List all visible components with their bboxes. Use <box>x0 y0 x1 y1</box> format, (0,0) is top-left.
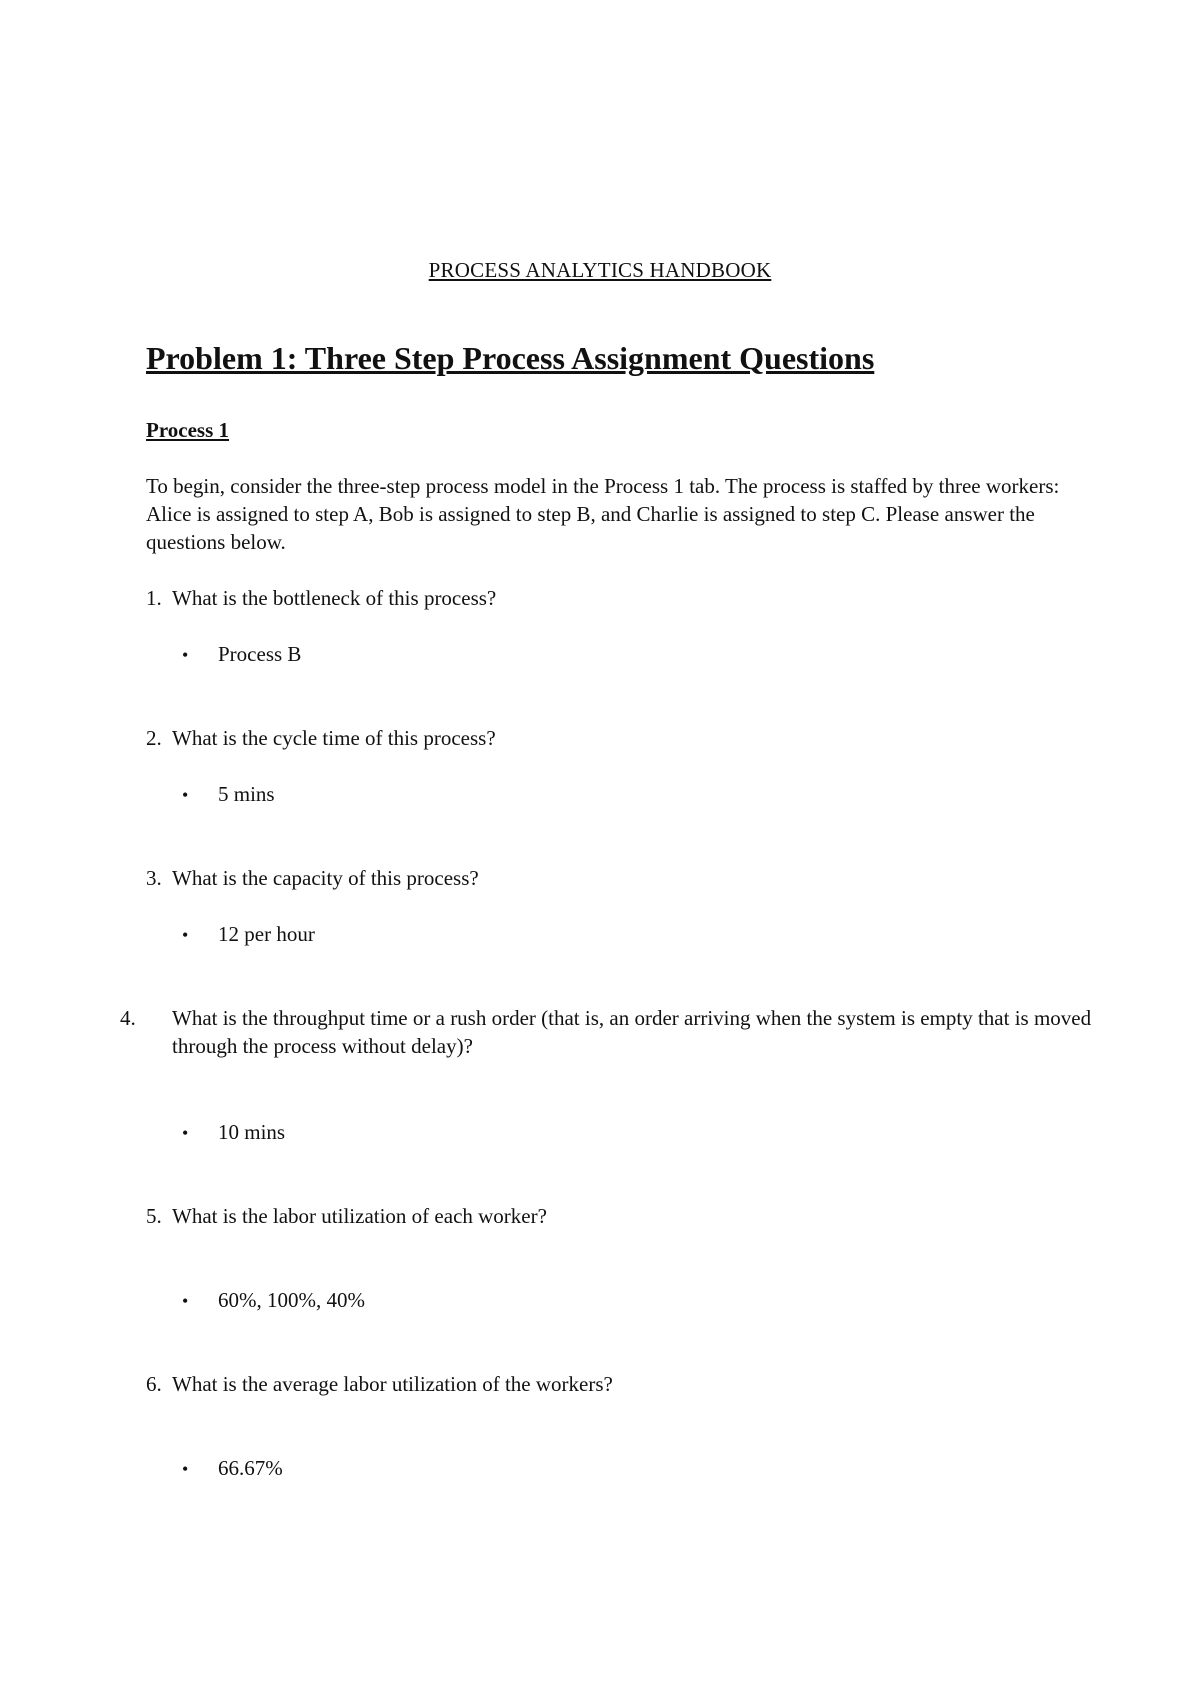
bullet-icon: • <box>182 785 189 805</box>
question-text: What is the average labor utilization of the workers? <box>172 1372 613 1396</box>
answer-1 <box>182 640 301 669</box>
answer-text: 10 mins <box>218 1120 286 1144</box>
question-5 <box>146 1202 1066 1230</box>
question-3 <box>146 864 1066 892</box>
bullet-icon: • <box>182 1459 189 1479</box>
question-2 <box>146 724 1066 752</box>
bullet-icon: • <box>182 925 189 945</box>
question-text: What is the labor utilization of each worker? <box>172 1204 547 1228</box>
question-number: 1. <box>146 586 162 610</box>
answer-6 <box>182 1454 283 1483</box>
answer-5 <box>182 1286 365 1315</box>
bullet-icon: • <box>182 645 189 665</box>
section-heading: Process 1 <box>146 418 230 442</box>
question-number: 4. <box>120 1006 136 1030</box>
answer-text: 12 per hour <box>218 922 315 946</box>
question-number: 6. <box>146 1372 162 1396</box>
answer-text: 5 mins <box>218 782 275 806</box>
question-text: What is the bottleneck of this process? <box>172 586 497 610</box>
question-text: What is the capacity of this process? <box>172 866 479 890</box>
answer-3 <box>182 920 315 949</box>
question-number: 5. <box>146 1204 162 1228</box>
problem-heading: Problem 1: Three Step Process Assignment Questions <box>146 340 875 376</box>
question-4 <box>120 1004 1092 1060</box>
answer-text: 66.67% <box>218 1456 283 1480</box>
bullet-icon: • <box>182 1291 189 1311</box>
question-text: What is the throughput time or a rush order (that is, an order arriving when the system is empty that is moved through the process without delay)? <box>172 1006 1092 1058</box>
bullet-icon: • <box>182 1123 189 1143</box>
answer-text: 60%, 100%, 40% <box>218 1288 365 1312</box>
answer-2 <box>182 780 275 809</box>
answer-4 <box>182 1118 285 1147</box>
question-number: 3. <box>146 866 162 890</box>
question-text: What is the cycle time of this process? <box>172 726 496 750</box>
intro-paragraph: To begin, consider the three-step process model in the Process 1 tab. The process is staffed by three workers: Alice is assigned to step A, Bob is assigned to step B, and Charlie is assigned to step C. Please answer the questions below. <box>146 474 1060 554</box>
handbook-title: PROCESS ANALYTICS HANDBOOK <box>428 258 772 282</box>
question-number: 2. <box>146 726 162 750</box>
answer-text: Process B <box>218 642 302 666</box>
question-1 <box>146 584 1066 612</box>
question-6 <box>146 1370 1066 1398</box>
